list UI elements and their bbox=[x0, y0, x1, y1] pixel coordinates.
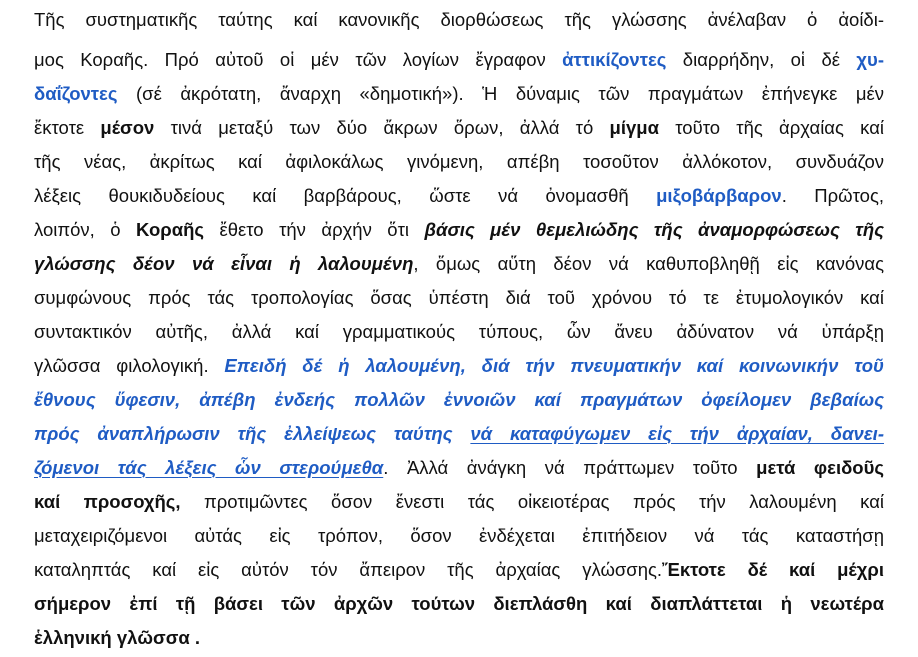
underlined-phrase-part1: νά καταφύγωμεν εἰς τήν ἀρχαίαν, δανει- bbox=[470, 423, 884, 444]
plain-text: τοῦτο τῆς ἀρχαίας καί bbox=[658, 117, 884, 138]
text-line-10 bbox=[34, 316, 884, 348]
text-line-15 bbox=[34, 486, 884, 518]
term-meson: μέσον bbox=[100, 117, 155, 138]
text-line-12 bbox=[34, 384, 884, 416]
plain-text: (σέ ἀκρότατη, ἄναρχη «δημοτική»). Ἡ δύναμις τῶν πραγμάτων ἐπήνεγκε μέν bbox=[117, 83, 884, 104]
term-meta-feidous: μετά φειδοῦς bbox=[756, 457, 884, 478]
plain-text: καταληπτάς καί εἰς αὐτόν τόν ἄπειρον τῆς ἀρχαίας γλώσσης. bbox=[34, 559, 663, 580]
text-line-7 bbox=[34, 214, 884, 246]
term-chydaizontes-part1: χυ- bbox=[856, 49, 884, 70]
term-attikizontes: ἀττικίζοντες bbox=[562, 49, 667, 70]
text-line-14 bbox=[34, 452, 884, 484]
text-line-19 bbox=[34, 622, 884, 654]
text-line-8 bbox=[34, 248, 884, 280]
text-line-1 bbox=[34, 4, 884, 36]
plain-text: μεταχειριζόμενοι αὐτάς εἰς τρόπον, ὅσον ἐνδέχεται ἐπιτήδειον νά τάς καταστήσῃ bbox=[34, 525, 884, 546]
plain-text: μος Κοραῆς. Πρό αὐτοῦ οἱ μέν τῶν λογίων ἔγραφον bbox=[34, 49, 563, 70]
text-line-4 bbox=[34, 112, 884, 144]
text-line-9 bbox=[34, 282, 884, 314]
term-chydaizontes-part2: δαΐζοντες bbox=[34, 83, 118, 104]
plain-text: . Πρῶτος, bbox=[781, 185, 884, 206]
conclusion-part3: ἑλληνική γλῶσσα . bbox=[34, 627, 201, 648]
text-line-11 bbox=[34, 350, 884, 382]
plain-text: λοιπόν, ὁ bbox=[34, 219, 137, 240]
plain-text: διαρρήδην, οἱ δέ bbox=[666, 49, 857, 70]
plain-text: συντακτικόν αὐτῆς, ἀλλά καί γραμματικούς τύπους, ὧν ἄνευ ἀδύνατον νά ὑπάρξῃ bbox=[34, 321, 884, 342]
plain-text: . Ἀλλά ἀνάγκη νά πράττωμεν τοῦτο bbox=[383, 457, 757, 478]
plain-text: ἔθετο τήν ἀρχήν ὅτι bbox=[204, 219, 425, 240]
plain-text: λέξεις θουκιδυδείους καί βαρβάρους, ὥστε νά ὀνομασθῆ bbox=[34, 185, 657, 206]
plain-text: προτιμῶντες ὅσον ἔνεστι τάς οἰκειοτέρας πρός τήν λαλουμένη καί bbox=[180, 491, 884, 512]
term-mixovarvaron: μιξοβάρβαρον bbox=[656, 185, 782, 206]
text-line-3 bbox=[34, 78, 884, 110]
text-line-18 bbox=[34, 588, 884, 620]
text-line-16 bbox=[34, 520, 884, 552]
term-kai-prosochis: καί προσοχῆς, bbox=[34, 491, 181, 512]
plain-text: , ὅμως αὕτη δέον νά καθυποβληθῇ εἰς κανόνας bbox=[413, 253, 884, 274]
plain-text: Τῆς συστηματικῆς ταύτης καί κανονικῆς διορθώσεως τῆς γλώσσης ἀνέλαβαν ὁ ἀοίδι- bbox=[34, 9, 884, 30]
plain-text: τινά μεταξύ των δύο ἄκρων ὅρων, ἀλλά τό bbox=[154, 117, 610, 138]
plain-text: γλῶσσα φιλολογική. bbox=[34, 355, 225, 376]
text-line-17 bbox=[34, 554, 884, 586]
principle-phrase-part1: βάσις μέν θεμελιώδης τῆς ἀναμορφώσεως τῆς bbox=[424, 219, 884, 240]
text-line-2 bbox=[34, 44, 884, 76]
text-line-6 bbox=[34, 180, 884, 212]
emphasis-blue-part3: πρός ἀναπλήρωσιν τῆς ἐλλείψεως ταύτης bbox=[34, 423, 471, 444]
text-line-5 bbox=[34, 146, 884, 178]
plain-text: συμφώνους πρός τάς τροπολογίας ὅσας ὑπέστη διά τοῦ χρόνου τό τε ἐτυμολογικόν καί bbox=[34, 287, 884, 308]
principle-phrase-part2: γλώσσης δέον νά εἶναι ἡ λαλουμένη bbox=[34, 253, 414, 274]
text-line-13 bbox=[34, 418, 884, 450]
underlined-phrase-part2: ζόμενοι τάς λέξεις ὧν στερούμεθα bbox=[34, 457, 384, 478]
plain-text: τῆς νέας, ἀκρίτως καί ἀφιλοκάλως γινόμενη, απέβη τοσοῦτον ἀλλόκοτον, συνδυάζον bbox=[34, 151, 884, 172]
emphasis-blue-part1: Επειδή δέ ἡ λαλουμένη, διά τήν πνευματικήν καί κοινωνικήν τοῦ bbox=[224, 355, 884, 376]
conclusion-part1: Ἔκτοτε δέ καί μέχρι bbox=[662, 559, 885, 580]
name-korais: Κοραῆς bbox=[136, 219, 205, 240]
term-migma: μίγμα bbox=[609, 117, 659, 138]
plain-text: ἔκτοτε bbox=[34, 117, 101, 138]
emphasis-blue-part2: ἔθνους ὕφεσιν, ἀπέβη ἐνδεής πολλῶν ἐννοιῶν καί πραγμάτων ὀφείλομεν βεβαίως bbox=[34, 389, 884, 410]
conclusion-part2: σήμερον ἐπί τῇ βάσει τῶν ἀρχῶν τούτων διεπλάσθη καί διαπλάττεται ἡ νεωτέρα bbox=[34, 593, 884, 614]
